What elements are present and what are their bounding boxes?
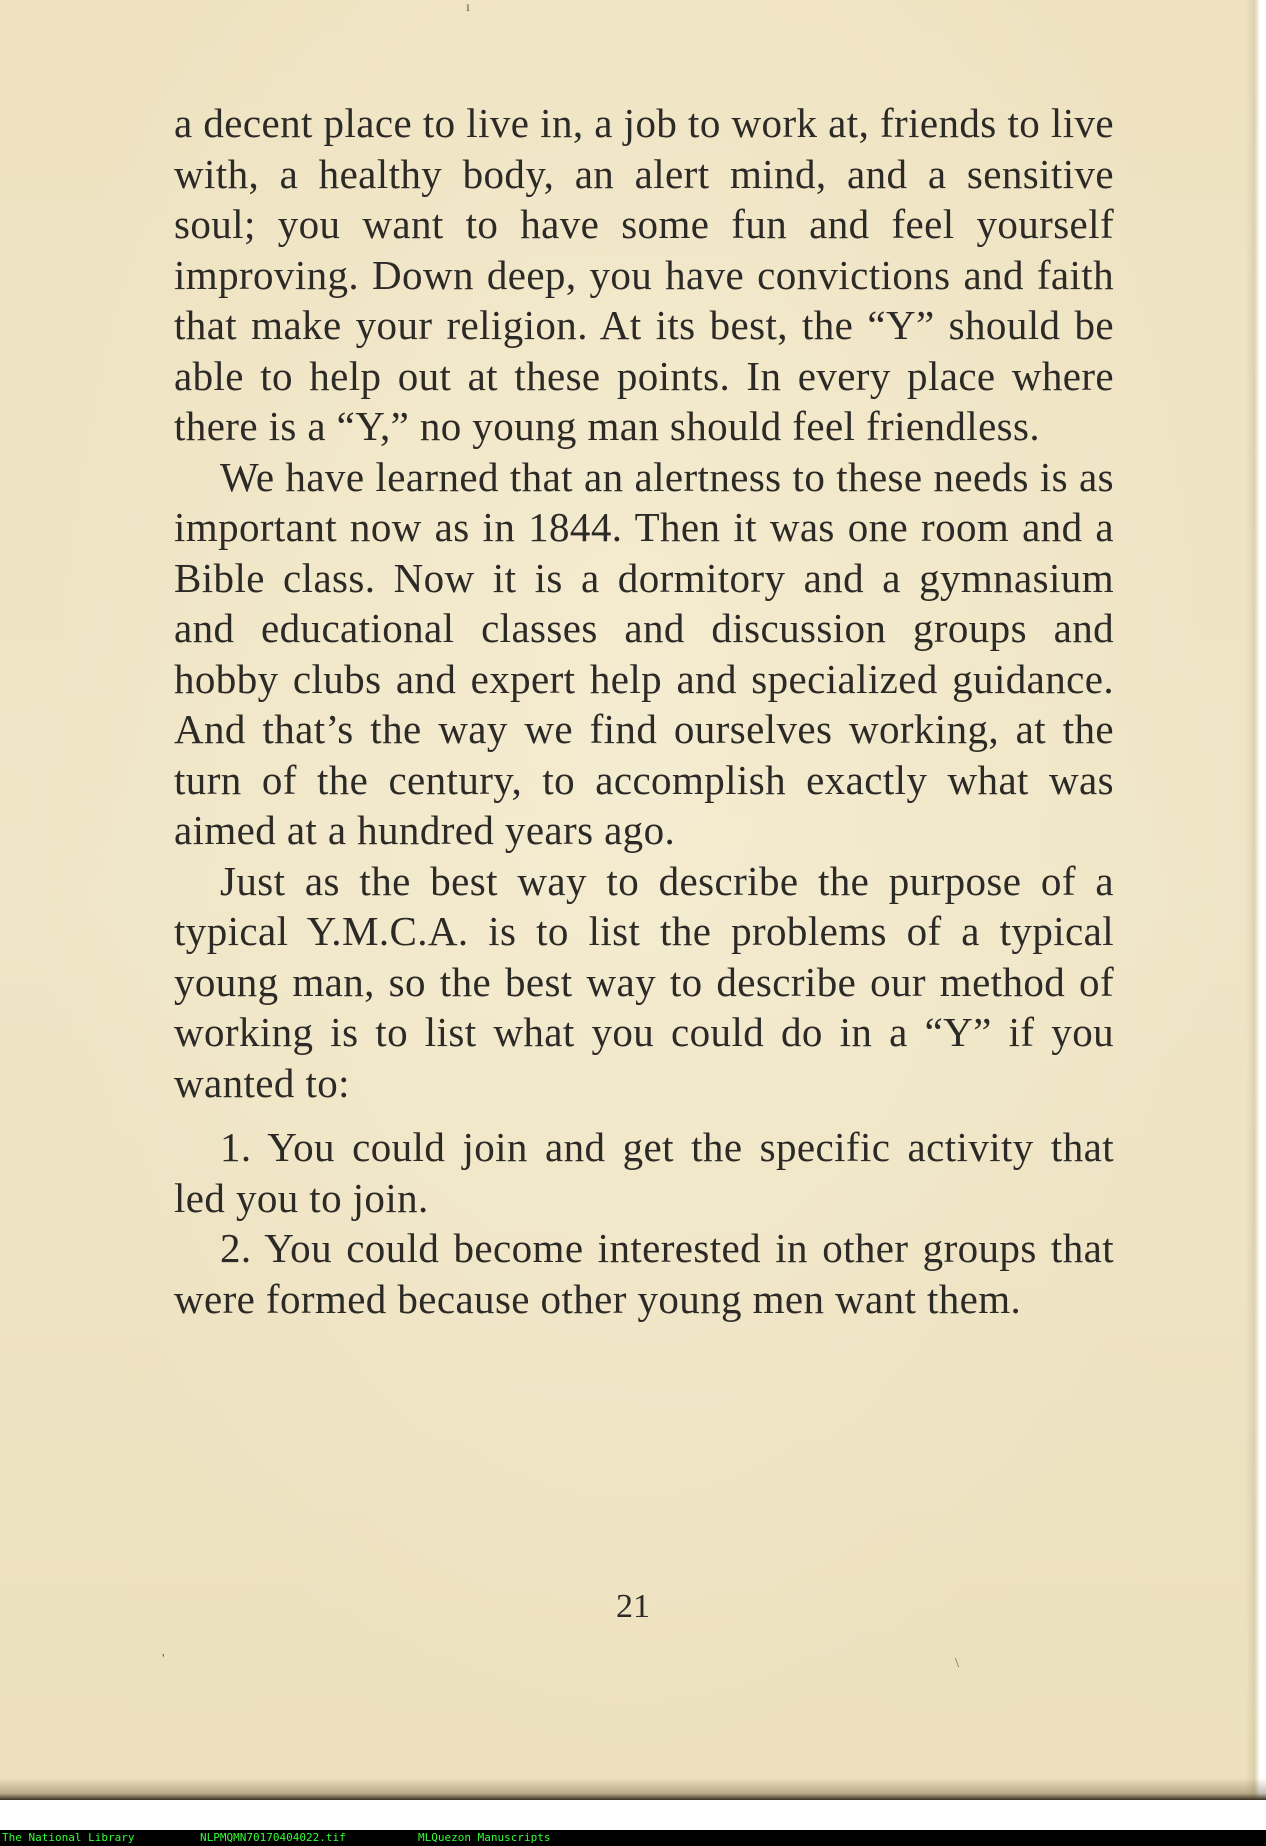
margin-mark: ' (162, 1652, 165, 1667)
paragraph-1: a decent place to live in, a job to work at, friends to live with, a healthy body, an alert mind, and a sensitive soul; you want to have some fun and feel yourself improving. Down deep, you have convictions and faith that make your religion. At its best, the “Y” should be able to help out at these points. In every place where there is a “Y,” no young man should feel friendless. (174, 100, 1114, 449)
footer-collection: MLQuezon Manuscripts (418, 1831, 551, 1844)
scan-bottom-shadow (0, 1778, 1266, 1800)
page-number: 21 (616, 1588, 650, 1625)
scan-margin (0, 1800, 1266, 1830)
page-edge (1246, 0, 1260, 1800)
body-text (174, 98, 1114, 1324)
margin-mark-right: \ (955, 1656, 959, 1671)
list-item-2: 2. You could become interested in other groups that were formed because other young men want them. (174, 1225, 1114, 1322)
archive-footer-bar (0, 1830, 1266, 1846)
list-item-1: 1. You could join and get the specific activity that led you to join. (174, 1124, 1114, 1221)
paragraph-3: Just as the best way to describe the purpose of a typical Y.M.C.A. is to list the problems of a typical young man, so the best way to describe our method of working is to list what you could do in a “Y” if you wanted to: (174, 857, 1114, 1106)
paragraph-2: We have learned that an alertness to these needs is as important now as in 1844. Then it was one room and a Bible class. Now it is a dormitory and a gymnasium and educational classes and discussion groups and hobby clubs and expert help and specialized guidance. And that’s the way we find ourselves working, at the turn of the century, to accomplish exactly what was aimed at a hundred years ago. (174, 453, 1114, 853)
footer-filename: NLPMQMN70170404022.tif (200, 1831, 346, 1844)
binding-mark-top: ı (466, 0, 470, 15)
footer-library: The National Library (2, 1831, 135, 1844)
